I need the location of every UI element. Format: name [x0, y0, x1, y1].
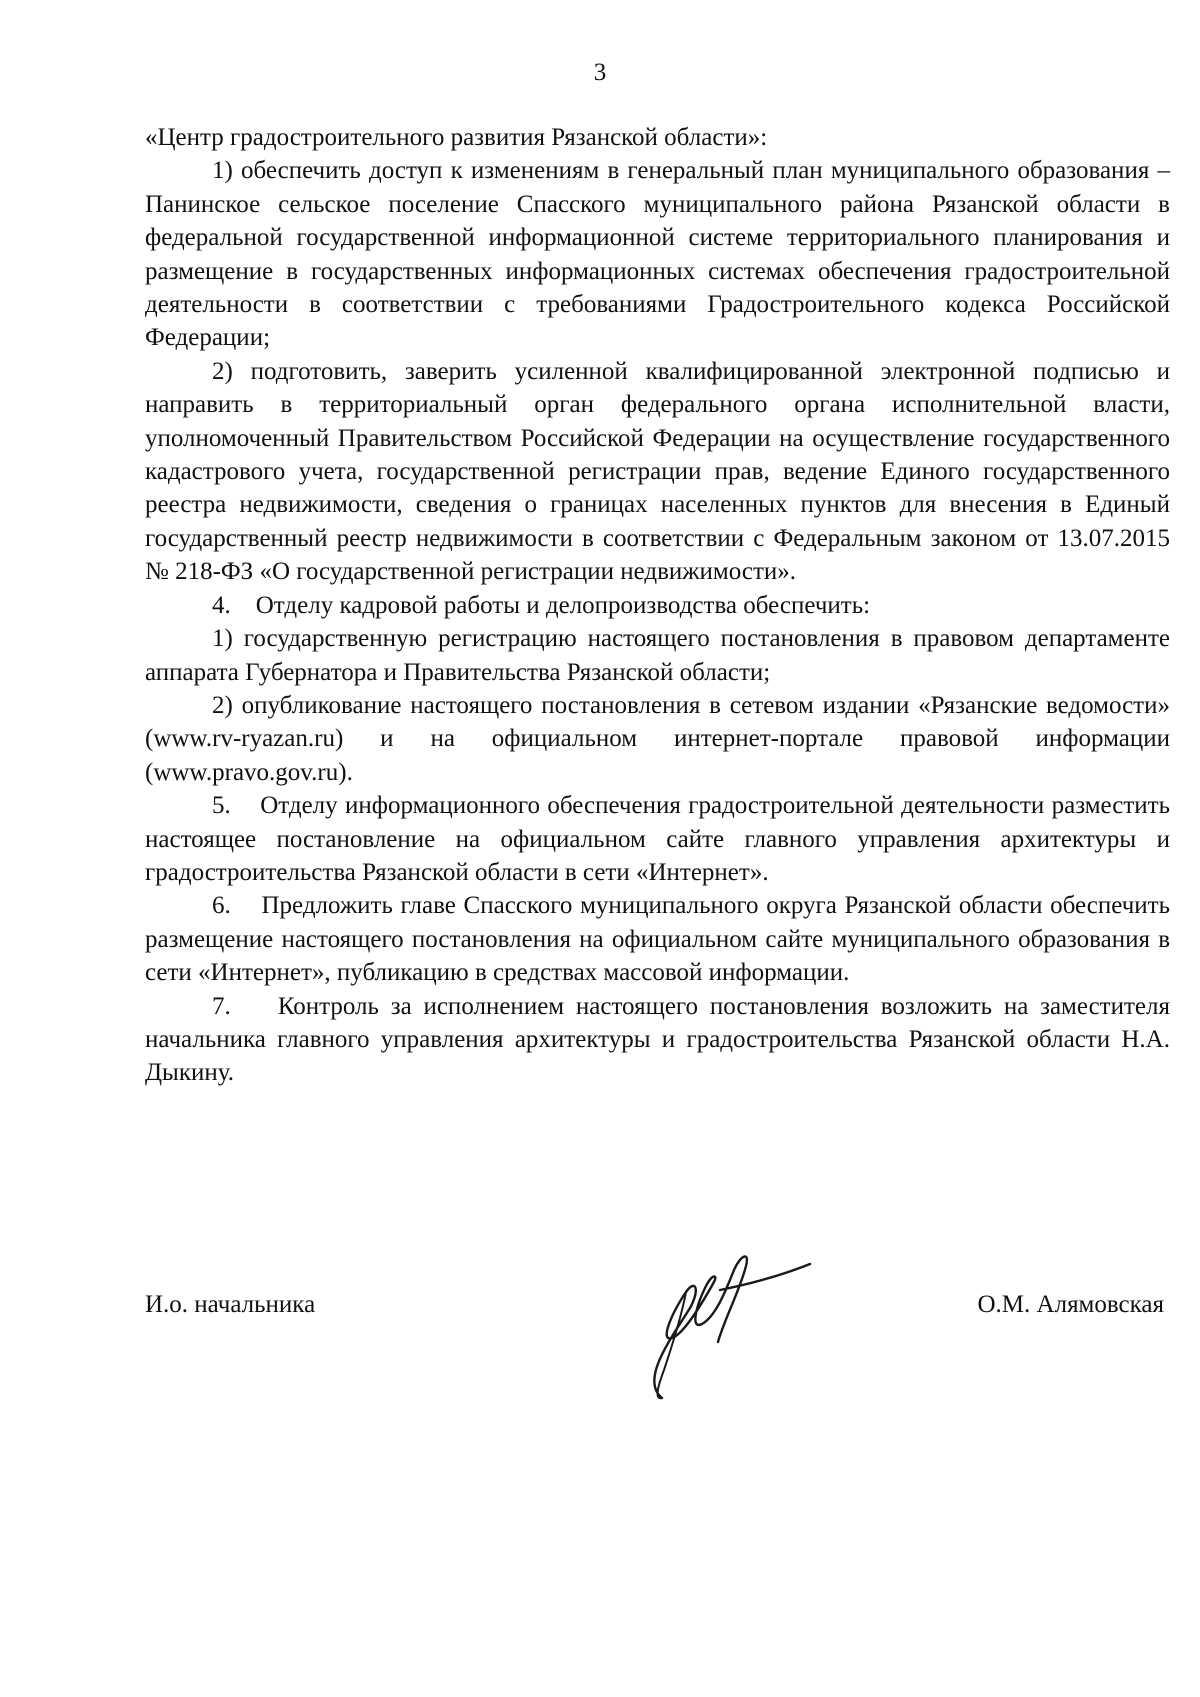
document-body: [145, 121, 1170, 1090]
page-number: 3: [593, 59, 607, 86]
paragraph-section-4: 4. Отделу кадровой работы и делопроизводства обеспечить:: [212, 591, 871, 619]
paragraph-section-6: 6. Предложить главе Спасского муниципального округа Рязанской области обеспечить размещение настоящего постановления на официальном сайте муниципального образования в сети «Интернет», публикацию в средствах массовой информации.: [145, 892, 1170, 987]
paragraph-section-4-item-1: 1) государственную регистрацию настоящего постановления в правовом департаменте аппарата Губернатора и Правительства Рязанской области;: [145, 625, 1170, 686]
paragraph-section-7: 7. Контроль за исполнением настоящего постановления возложить на заместителя начальника главного управления архитектуры и градостроительства Рязанской области Н.А. Дыкину.: [145, 992, 1170, 1087]
paragraph-item-1-access: 1) обеспечить доступ к изменениям в генеральный план муниципального образования – Панинское сельское поселение Спасского муниципального района Рязанской области в федеральной государственной информационной системе территориального планирования и размещение в государственных информационных системах обеспечения градостроительной деятельности в соответствии с требованиями Градостроительного кодекса Российской Федерации;: [145, 157, 1170, 352]
paragraph-section-4-item-2: 2) опубликование настоящего постановления в сетевом издании «Рязанские ведомости» (www.rv-ryazan.ru) и на официальном интернет-портале правовой информации (www.pravo.gov.ru).: [145, 691, 1170, 786]
paragraph-section-5: 5. Отделу информационного обеспечения градостроительной деятельности разместить настоящее постановление на официальном сайте главного управления архитектуры и градостроительства Рязанской области в сети «Интернет».: [145, 792, 1170, 886]
signatory-position: И.о. начальника: [145, 1291, 316, 1318]
paragraph-item-2-egrn: 2) подготовить, заверить усиленной квалифицированной электронной подписью и направить в территориальный орган федерального органа исполнительной власти, уполномоченный Правительством Российской Федерации на осуществление государственного кадастрового учета, государственной регистрации прав, ведение Единого государственного реестра недвижимости, сведения о границах населенных пунктов для внесения в Единый государственный реестр недвижимости в соответствии с Федеральным законом от 13.07.2015 № 218-ФЗ «О государственной регистрации недвижимости».: [145, 357, 1170, 586]
paragraph-recipient: «Центр градостроительного развития Рязанской области»:: [145, 124, 768, 151]
signatory-name: О.М. Алямовская: [977, 1291, 1164, 1318]
signature-block: [145, 1288, 1170, 1328]
